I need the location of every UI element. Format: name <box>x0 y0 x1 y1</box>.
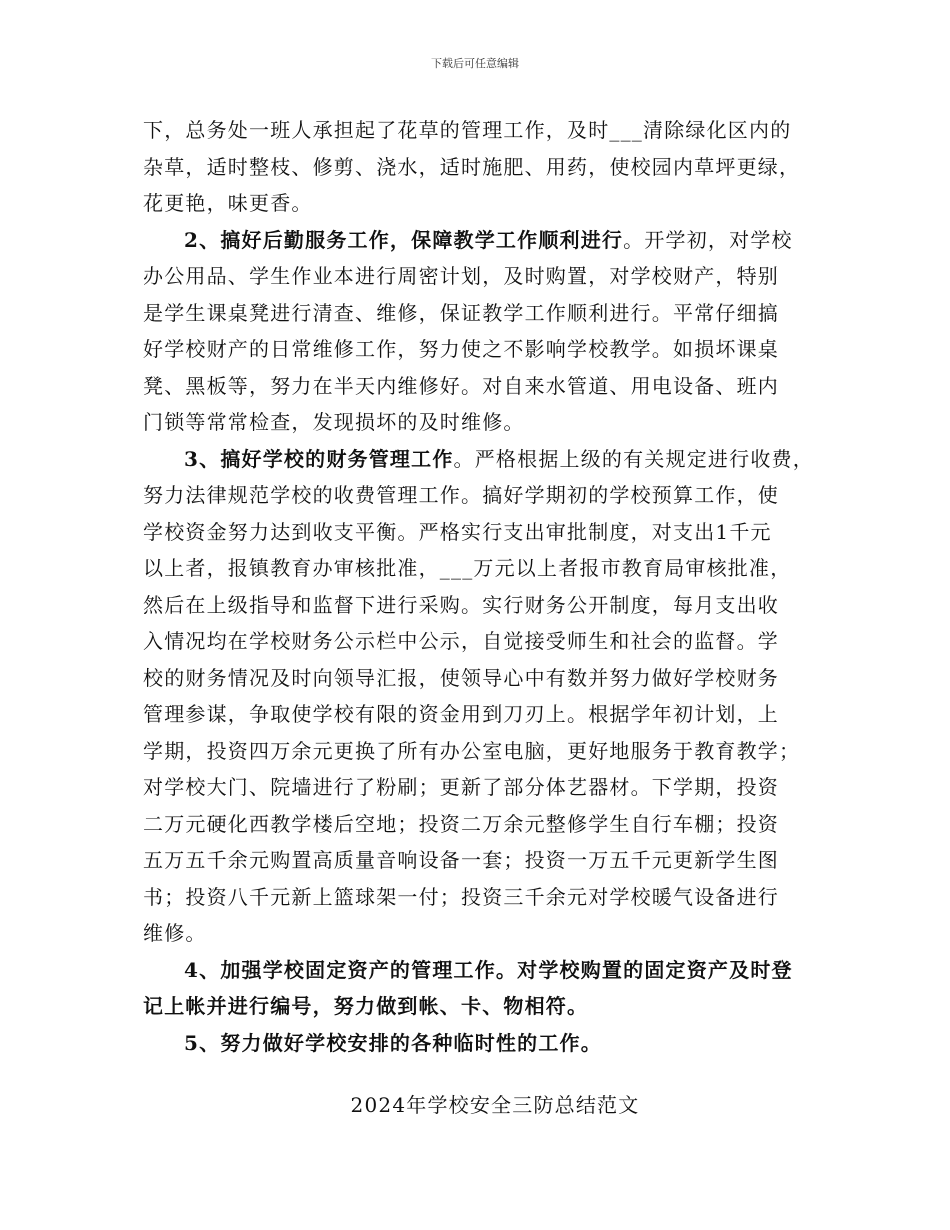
text-line: 门锁等常常检查，发现损坏的及时维修。 <box>143 410 525 434</box>
text-line: 入情况均在学校财务公示栏中公示，自觉接受师生和社会的监督。学 <box>143 629 779 653</box>
paragraph-finance <box>143 441 823 952</box>
paragraph-fixed-assets <box>143 952 823 1025</box>
section-title: 2024年学校安全三防总结范文 <box>350 1093 640 1117</box>
paragraph-logistics <box>143 222 823 441</box>
text-line: 办公用品、学生作业本进行周密计划，及时购置，对学校财产，特别 <box>143 264 779 288</box>
text-line: 记上帐并进行编号，努力做到帐、卡、物相符。 <box>143 994 589 1018</box>
text-line: 对学校大门、院墙进行了粉刷；更新了部分体艺器材。下学期，投资 <box>143 775 779 799</box>
text-line: 下，总务处一班人承担起了花草的管理工作，及时___清除绿化区内的 <box>143 118 792 142</box>
text-line: 花更艳，味更香。 <box>143 191 313 215</box>
text-line: 二万元硬化西教学楼后空地；投资二万余元整修学生自行车棚；投资 <box>143 811 779 836</box>
text-line: 管理参谋，争取使学校有限的资金用到刀刃上。根据学年初计划，上 <box>143 702 779 726</box>
paragraph-heading: 2、搞好后勤服务工作，保障教学工作顺利进行 <box>184 227 624 252</box>
text-line <box>143 441 823 478</box>
text-line: 好学校财产的日常维修工作，努力使之不影响学校教学。如损坏课桌 <box>143 337 779 361</box>
text-line: 是学生课桌凳进行清查、维修，保证教学工作顺利进行。平常仔细搞 <box>143 300 779 325</box>
text-line: 以上者，报镇教育办审核批准，___万元以上者报市教育局审核批准， <box>143 556 792 580</box>
paragraph-temporary-work <box>143 1025 823 1062</box>
document-body <box>143 112 823 1061</box>
text-span: 。开学初，对学校 <box>623 227 793 252</box>
text-line: 学校资金努力达到收支平衡。严格实行支出审批制度，对支出1千元 <box>143 519 772 544</box>
text-line <box>143 222 823 259</box>
text-line: 4、加强学校固定资产的管理工作。对学校购置的固定资产及时登 <box>184 957 793 982</box>
paragraph-heading: 3、搞好学校的财务管理工作 <box>184 446 454 471</box>
text-line: 书；投资八千元新上篮球架一付；投资三千余元对学校暖气设备进行 <box>143 884 779 909</box>
text-line: 学期，投资四万余元更换了所有办公室电脑，更好地服务于教育教学； <box>143 738 801 763</box>
text-line: 然后在上级指导和监督下进行采购。实行财务公开制度，每月支出收 <box>143 592 779 617</box>
text-line: 努力法律规范学校的收费管理工作。搞好学期初的学校预算工作，使 <box>143 483 779 507</box>
text-line: 五万五千余元购置高质量音响设备一套；投资一万五千元更新学生图 <box>143 848 779 872</box>
text-line: 校的财务情况及时向领导汇报，使领导心中有数并努力做好学校财务 <box>143 665 779 690</box>
text-line: 杂草，适时整枝、修剪、浇水，适时施肥、用药，使校园内草坪更绿， <box>143 154 801 179</box>
text-line: 5、努力做好学校安排的各种临时性的工作。 <box>184 1030 602 1055</box>
text-line: 凳、黑板等，努力在半天内维修好。对自来水管道、用电设备、班内 <box>143 373 779 398</box>
page-header: 下载后可任意编辑 <box>431 57 519 70</box>
text-line: 维修。 <box>143 921 207 945</box>
text-span: 。严格根据上级的有关规定进行收费， <box>453 446 814 471</box>
paragraph-greening <box>143 112 823 222</box>
